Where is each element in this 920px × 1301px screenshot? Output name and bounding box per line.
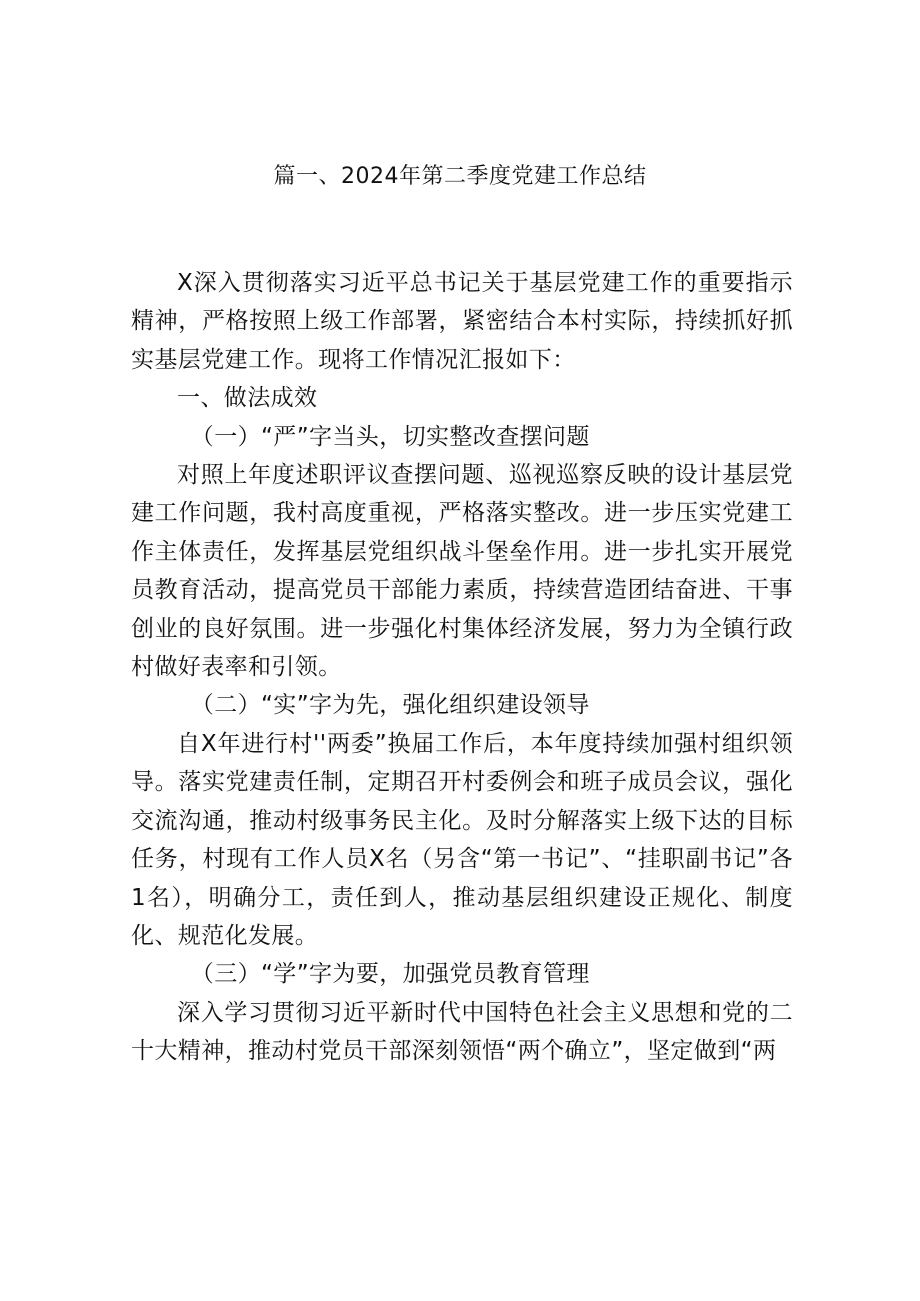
- document-title: 篇一、2024年第二季度党建工作总结: [273, 164, 647, 189]
- intro-paragraph: X深入贯彻落实习近平总书记关于基层党建工作的重要指示精神，严格按照上级工作部署，紧密结合本村实际，持续抓好抓实基层党建工作。现将工作情况汇报如下：: [131, 270, 793, 373]
- body-paragraph-1: 对照上年度述职评议查摆问题、巡视巡察反映的设计基层党建工作问题，我村高度重视，严格落实整改。进一步压实党建工作主体责任，发挥基层党组织战斗堡垒作用。进一步扎实开展党员教育活动，提高党员干部能力素质，持续营造团结奋进、干事创业的良好氛围。进一步强化村集体经济发展，努力为全镇行政村做好表率和引领。: [131, 462, 793, 681]
- subsection-heading-2: （二）“实”字为先，强化组织建设领导: [190, 692, 590, 719]
- document-body: [131, 264, 793, 1071]
- subsection-heading-1: （一）“严”字当头，切实整改查摆问题: [190, 423, 590, 450]
- body-paragraph-3: 深入学习贯彻习近平新时代中国特色社会主义思想和党的二十大精神，推动村党员干部深刻领悟“两个确立”，坚定做到“两: [131, 999, 793, 1065]
- body-paragraph-2: 自X年进行村''两委”换届工作后，本年度持续加强村组织领导。落实党建责任制，定期召开村委例会和班子成员会议，强化交流沟通，推动村级事务民主化。及时分解落实上级下达的目标任务，村现有工作人员X名（另含“第一书记”、“挂职副书记”各1名），明确分工，责任到人，推动基层组织建设正规化、制度化、规范化发展。: [131, 730, 793, 949]
- subsection-heading-3: （三）“学”字为要，加强党员教育管理: [190, 961, 590, 988]
- section-heading-practices: 一、做法成效: [177, 385, 318, 412]
